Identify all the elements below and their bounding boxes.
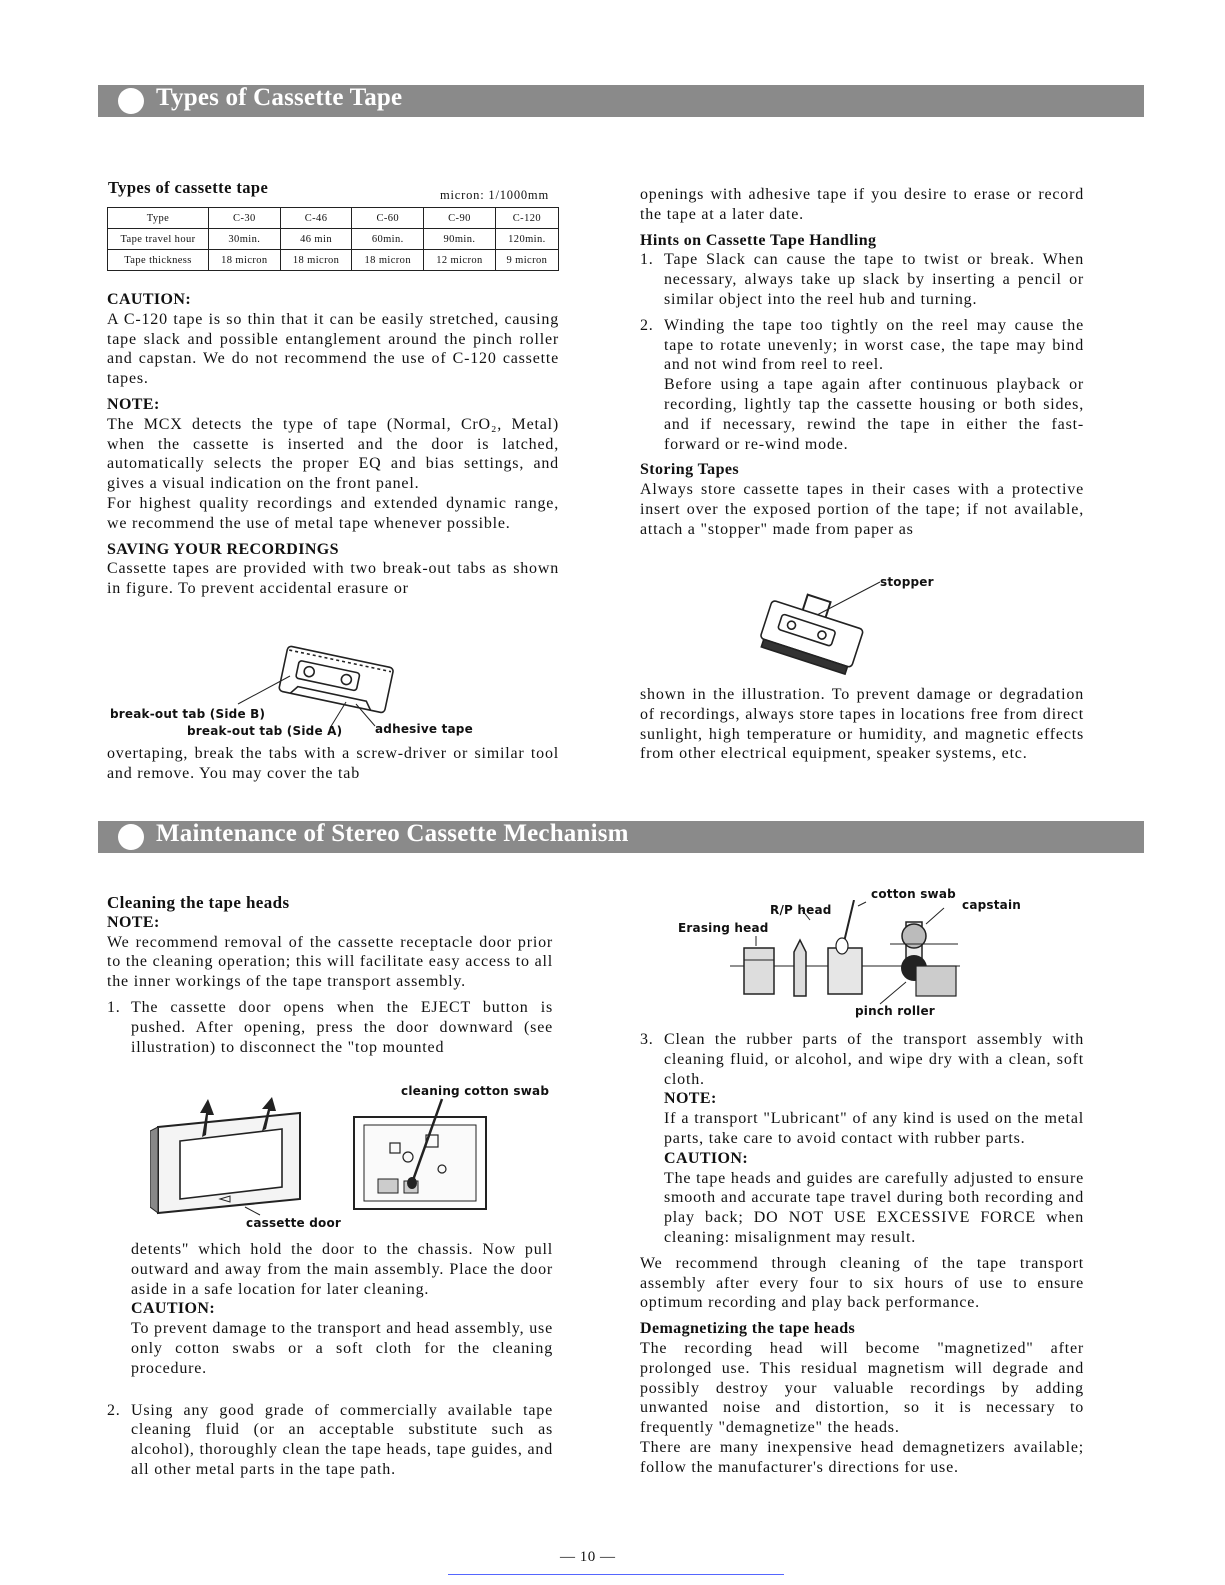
table-cell: C-120 [495,208,558,229]
step-text: Using any good grade of commercially available tape cleaning fluid (or an acceptable substitute such as alcohol), thoroughly clean the tape heads, tape guides, and all other metal parts in the tape path. [131,1401,553,1478]
step-text: The cassette door opens when the EJECT button is pushed. After opening, press the door downward (see illustration) to disconnect the "top mounted [131,998,553,1056]
table-cell: 46 min [280,229,352,250]
table-cell: C-46 [280,208,352,229]
step-item: 2. Using any good grade of commercially available tape cleaning fluid (or an acceptable substitute such as alcohol), thoroughly clean the tape heads, tape guides, and all other metal parts in the tape path. [107,1401,553,1478]
hint-text: Tape Slack can cause the tape to twist or break. When necessary, always take up slack by inserting a pencil or similar object into the reel hub and turning. [664,251,1084,308]
table-cell: C-60 [352,208,424,229]
label-cassette-door: cassette door [246,1216,342,1230]
table-cell: 18 micron [209,250,281,271]
recommend-text: We recommend through cleaning of the tape transport assembly after every four to six hours of use to ensure optimum recording and play back performance. [640,1254,1084,1312]
cleaning-heading: Cleaning the tape heads [107,893,290,912]
table-row [108,250,559,271]
table-cell: 9 micron [495,250,558,271]
label-stopper: stopper [880,575,934,589]
storing-continued [640,685,1084,764]
table-cell: C-30 [209,208,281,229]
caution-text: A C-120 tape is so thin that it can be easily stretched, causing tape slack and possible entanglement around the pinch roller and capstan. We do not recommend the use of C-120 cassette tapes. [107,310,559,388]
storing-heading: Storing Tapes [640,461,740,479]
table-cell: Type [108,208,209,229]
step-text-cont: detents" which hold the door to the chassis. Now pull outward and away from the main assembly. Place the door aside in a safe location for later cleaning. [131,1241,553,1298]
note-heading: NOTE: [107,913,160,931]
section-title: Types of Cassette Tape [156,84,403,111]
saving-text-2: overtaping, break the tabs with a screw-driver or similar tool and remove. You may cover the tab [107,745,559,782]
demag-text-2: There are many inexpensive head demagnetizers available; follow the manufacturer's directions for use. [640,1438,1084,1476]
storing-text-2: shown in the illustration. To prevent damage or degradation of recordings, always store tapes in locations free from direct sunlight, high temperature or humidity, and magnetic effects from other electrical equipment, speaker systems, etc. [640,686,1084,763]
demag-heading: Demagnetizing the tape heads [640,1320,856,1338]
storing-text: Always store cassette tapes in their cases with a protective insert over the exposed portion of the tape; if not available, attach a "stopper" made from paper as [640,481,1084,538]
note-heading: NOTE: [664,1090,717,1108]
hints-heading: Hints on Cassette Tape Handling [640,231,877,249]
hint-text: Winding the tape too tightly on the reel may cause the tape to rotate unevenly; in worst case, the tape may bind and not wind from reel to reel. [664,316,1084,374]
hint-item: 2. Winding the tape too tightly on the reel may cause the tape to rotate unevenly; in worst case, the tape may bind and not wind from reel to reel. Before using a tape again after continuous playback or recording, lightly tap the cassette housing or both sides, and if necessary, rewind the tape in either the fast-forward or re-wind mode. [640,316,1084,453]
note-text: The MCX detects the type of tape (Normal, CrO₂, Metal) when the cassette is inserted and the door is latched, automatically selects the proper EQ and bias settings, and gives a visual indication on the front panel. [107,415,559,493]
table-cell: Tape thickness [108,250,209,271]
section-banner-types [98,85,1144,117]
label-cleaning-swab: cleaning cotton swab [401,1084,550,1098]
table-cell: 60min. [352,229,424,250]
caution-heading: CAUTION: [131,1300,216,1318]
note-text: We recommend removal of the cassette receptacle door prior to the cleaning operation; this will facilitate easy access to all the inner workings of the tape transport assembly. [107,933,553,991]
continued-text: openings with adhesive tape if you desire to erase or record the tape at a later date. [640,186,1084,223]
saving-continued [107,744,559,784]
saving-heading: SAVING YOUR RECORDINGS [107,540,339,558]
saving-text: Cassette tapes are provided with two break-out tabs as shown in figure. To prevent accidental erasure or [107,560,559,598]
label-cotton-swab: cotton swab [871,887,956,901]
label-erasing-head: Erasing head [678,921,769,935]
label-rp-head: R/P head [770,903,832,917]
demag-text: The recording head will become "magnetized" after prolonged use. This residual magnetism will degrade and possibly destroy your valuable recordings by adding unwanted noise and distortion, so it is necessary to frequently "demagnetize" the heads. [640,1339,1084,1437]
label-capstain: capstain [962,898,1022,912]
cleaning-block [107,893,553,1057]
table-header-row [108,208,559,229]
step1-continued [107,1240,553,1480]
cleaning-right-block [640,1030,1084,1478]
step-item: 3. Clean the rubber parts of the transport assembly with cleaning fluid, or alcohol, and wipe dry with a clean, soft cloth. NOTE: If a transport "Lubricant" of any kind is used on the metal parts, take care to avoid contact with rubber parts. CAUTION: The tape heads and guides are carefully adjusted to ensure smooth and accurate tape travel during both recording and play back; DO NOT USE EXCESSIVE FORCE when cleaning: misalignment may result. [640,1031,1084,1246]
caution-note-block [107,290,559,599]
hint-text-2: Before using a tape again after continuous playback or recording, lightly tap the cassette housing or both sides, and if necessary, rewind the tape in either the fast-forward or re-wind mode. [664,376,1084,453]
cassette-door-illustration [150,1095,550,1220]
table-cell: Tape travel hour [108,229,209,250]
page-number: — 10 — [560,1549,616,1565]
note-text-2: For highest quality recordings and extended dynamic range, we recommend the use of metal tape whenever possible. [107,494,559,532]
tape-types-table [107,207,559,271]
section-banner-maintenance [98,821,1144,853]
section-title: Maintenance of Stereo Cassette Mechanism [156,820,629,847]
caution-text: To prevent damage to the transport and head assembly, use only cotton swabs or a soft cloth for the cleaning procedure. [131,1320,553,1377]
bullet-circle-icon [118,824,144,850]
footer-rule [448,1574,784,1575]
caution-heading: CAUTION: [107,291,192,308]
label-side-a: break-out tab (Side A) [187,724,343,738]
micron-note: micron: 1/1000mm [440,188,549,202]
table-cell: 90min. [424,229,496,250]
bullet-circle-icon [118,88,144,114]
table-cell: 12 micron [424,250,496,271]
stopper-illustration [745,575,945,680]
tape-heads-illustration [730,900,970,1005]
table-cell: 30min. [209,229,281,250]
caution-text: The tape heads and guides are carefully adjusted to ensure smooth and accurate tape travel during both recording and play back; DO NOT USE EXCESSIVE FORCE when cleaning: misalignment may result. [664,1169,1084,1246]
note-text: If a transport "Lubricant" of any kind is used on the metal parts, take care to avoid contact with rubber parts. [664,1110,1084,1147]
table-cell: 120min. [495,229,558,250]
table-title: Types of cassette tape [108,178,269,197]
hint-item: 1. Tape Slack can cause the tape to twist or break. When necessary, always take up slack by inserting a pencil or similar object into the reel hub and turning. [640,251,1084,308]
label-side-b: break-out tab (Side B) [110,707,266,721]
step-text: Clean the rubber parts of the transport assembly with cleaning fluid, or alcohol, and wipe dry with a clean, soft cloth. [664,1031,1084,1088]
label-pinch-roller: pinch roller [855,1004,935,1018]
step-item: 1. The cassette door opens when the EJECT button is pushed. After opening, press the door downward (see illustration) to disconnect the "top mounted [107,998,553,1056]
table-cell: 18 micron [352,250,424,271]
label-adhesive: adhesive tape [375,722,473,736]
table-cell: C-90 [424,208,496,229]
note-heading: NOTE: [107,395,160,413]
table-cell: 18 micron [280,250,352,271]
hints-block [640,185,1084,540]
table-row [108,229,559,250]
caution-heading: CAUTION: [664,1149,749,1167]
